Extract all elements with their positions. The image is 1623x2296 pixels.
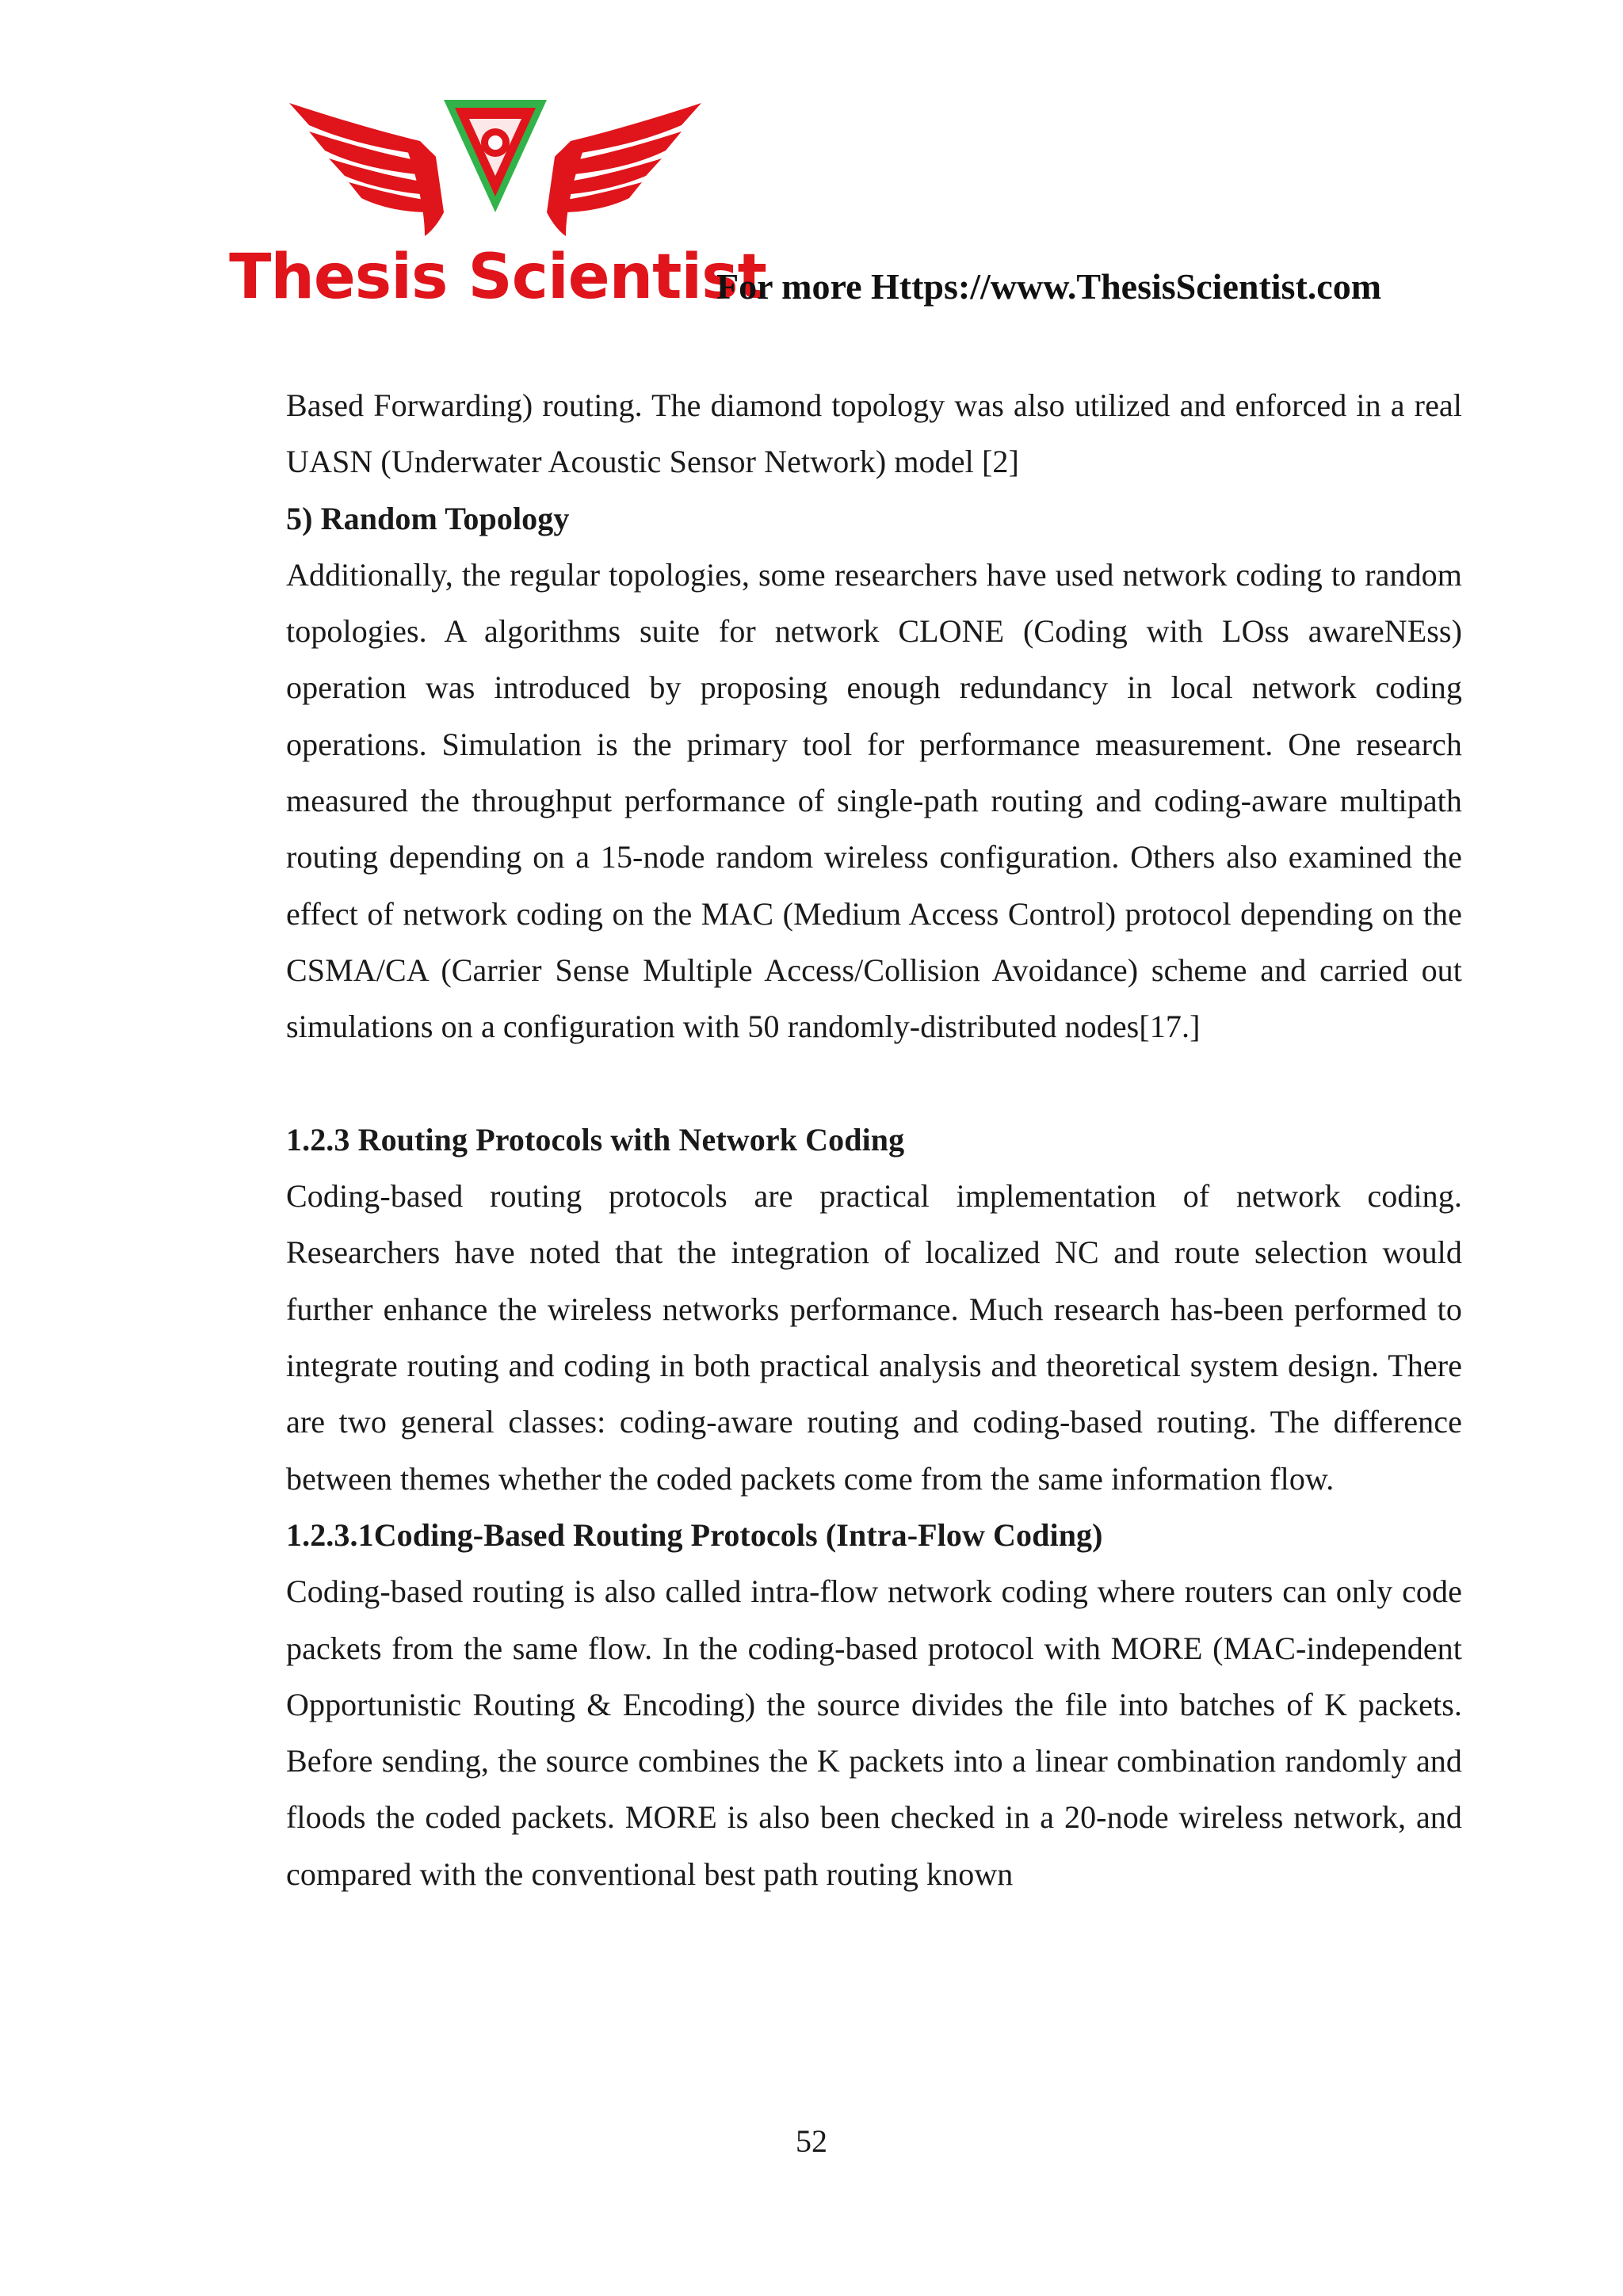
page-number: 52 bbox=[796, 2123, 827, 2159]
paragraph-diamond-topology: Based Forwarding) routing. The diamond topology was also utilized and enforced in a real UASN (Underwater Acoustic Sensor Network) model [2] bbox=[286, 387, 1462, 480]
paragraph-random-topology: Additionally, the regular topologies, some researchers have used network coding to random topologies. A algorithms suite for network CLONE (Coding with LOss awareNEss) operation was introduced by proposing enough redundancy in local network coding operations. Simulation is the primary tool for performance measurement. One research measured the throughput performance of single-path routing and coding-aware multipath routing depending on a 15-node random wireless configuration. Others also examined the effect of network coding on the MAC (Medium Access Control) protocol depending on the CSMA/CA (Carrier Sense Multiple Access/Collision Avoidance) scheme and carried out simulations on a configuration with 50 randomly-distributed nodes[17.] bbox=[286, 556, 1462, 1045]
logo-wordmark: Thesis Scientist bbox=[229, 242, 766, 313]
logo-graphic bbox=[229, 93, 766, 313]
thesis-scientist-logo bbox=[229, 93, 766, 313]
page-content bbox=[286, 377, 1462, 1902]
heading-random-topology: 5) Random Topology bbox=[286, 500, 570, 536]
paragraph-spacer bbox=[286, 1055, 1462, 1112]
heading-coding-based-routing: 1.2.3.1Coding-Based Routing Protocols (Intra-Flow Coding) bbox=[286, 1516, 1103, 1553]
paragraph-coding-based-routing: Coding-based routing is also called intra-flow network coding where routers can only code packets from the same flow. In the coding-based protocol with MORE (MAC-independent Opportunistic Routing & Encoding) the source divides the file into batches of K packets. Before sending, the source combines the K packets into a linear combination randomly and floods the coded packets. MORE is also been checked in a 20-node wireless network, and compared with the conventional best path routing known bbox=[286, 1573, 1462, 1892]
heading-routing-protocols: 1.2.3 Routing Protocols with Network Coding bbox=[286, 1121, 905, 1158]
header-website-link[interactable]: For more Https://www.ThesisScientist.com bbox=[716, 266, 1382, 307]
paragraph-routing-protocols: Coding-based routing protocols are practical implementation of network coding. Researchers have noted that the integration of localized NC and route selection would further enhance the wireless networks performance. Much research has-been performed to integrate routing and coding in both practical analysis and theoretical system design. There are two general classes: coding-aware routing and coding-based routing. The difference between themes whether the coded packets come from the same information flow. bbox=[286, 1178, 1462, 1497]
